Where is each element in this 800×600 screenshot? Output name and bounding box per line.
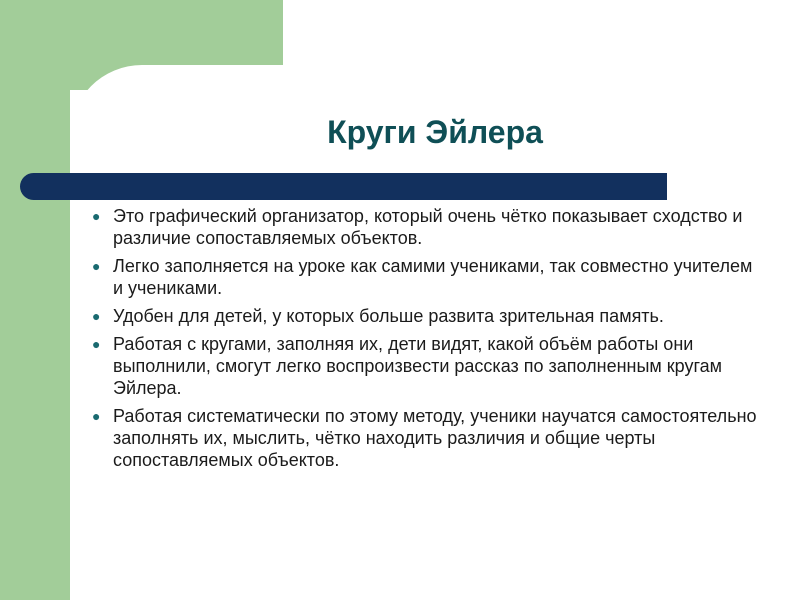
bullet-item xyxy=(90,333,760,399)
bullet-icon: ● xyxy=(92,336,101,352)
bullet-icon: ● xyxy=(92,258,101,274)
title-underline-bar xyxy=(20,173,667,200)
slide-title: Круги Эйлера xyxy=(327,114,543,150)
bullet-icon: ● xyxy=(92,308,101,324)
bullet-text: Работая с кругами, заполняя их, дети видят, какой объём работы они выполнили, смогут легко воспроизвести рассказ по заполненным кругам Эйлера. xyxy=(113,334,723,398)
decor-green-left-strip xyxy=(0,0,70,600)
bullet-item xyxy=(90,255,760,299)
bullet-text: Легко заполняется на уроке как самими учениками, так совместно учителем и учениками. xyxy=(113,256,753,298)
bullet-text: Удобен для детей, у которых больше развита зрительная память. xyxy=(113,306,664,326)
bullet-item xyxy=(90,205,760,249)
bullet-icon: ● xyxy=(92,208,101,224)
bullet-text: Работая систематически по этому методу, ученики научатся самостоятельно заполнять их, мыслить, чётко находить различия и общие черты сопоставляемых объектов. xyxy=(113,406,757,470)
bullet-icon: ● xyxy=(92,408,101,424)
bullet-text: Это графический организатор, который очень чётко показывает сходство и различие сопоставляемых объектов. xyxy=(113,206,743,248)
bullet-list xyxy=(90,205,760,477)
bullet-item xyxy=(90,405,760,471)
bullet-item xyxy=(90,305,760,327)
